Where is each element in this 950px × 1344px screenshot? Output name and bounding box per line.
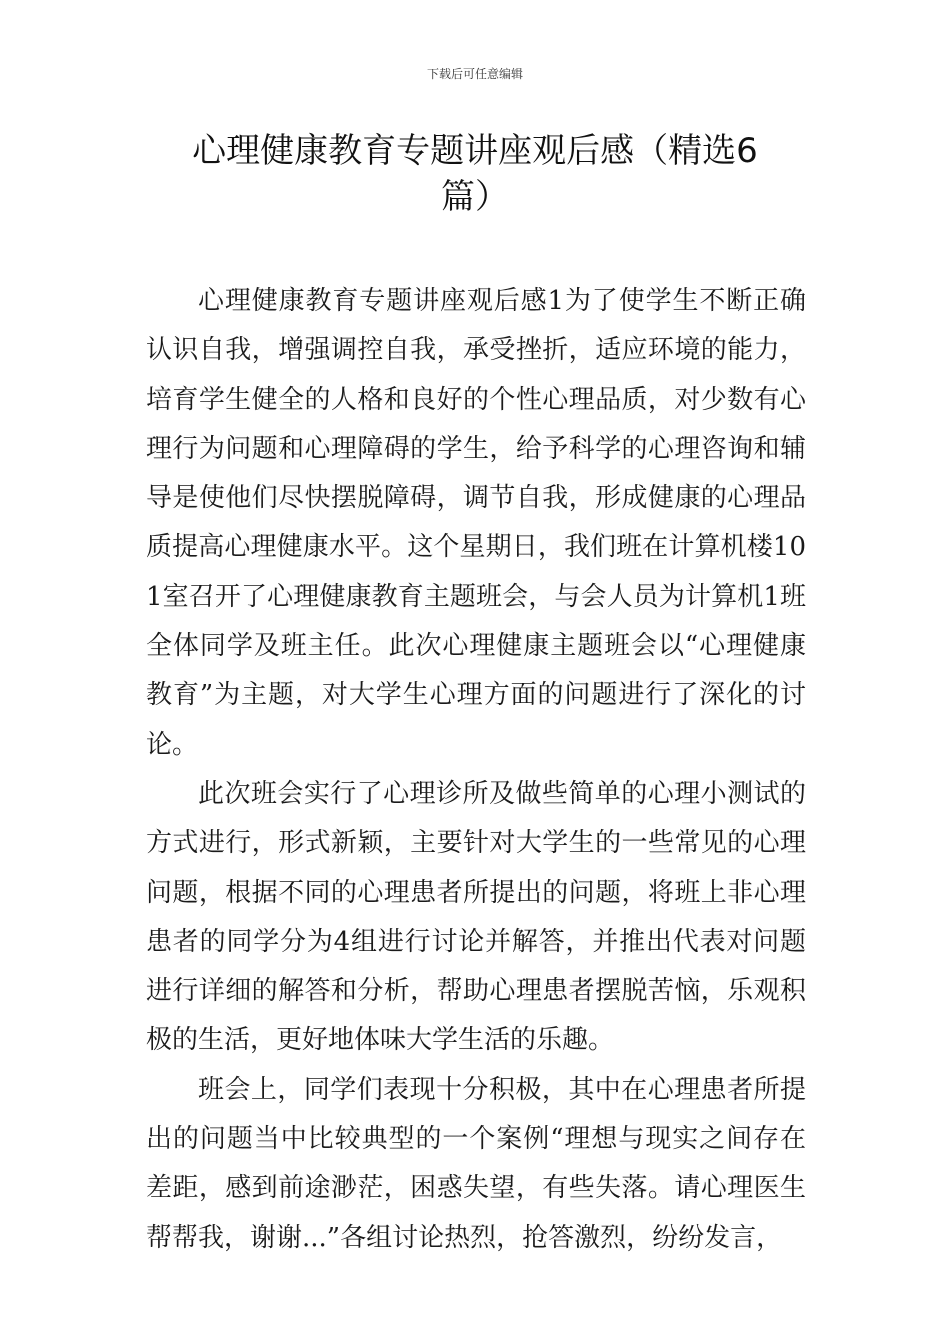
paragraph-1: 心理健康教育专题讲座观后感1为了使学生不断正确认识自我，增强调控自我，承受挫折，适应环境的能力，培育学生健全的人格和良好的个性心理品质，对少数有心理行为问题和心理障碍的学生，给予科学的心理咨询和辅导是使他们尽快摆脱障碍，调节自我，形成健康的心理品质提高心理健康水平。这个星期日，我们班在计算机楼101室召开了心理健康教育主题班会，与会人员为计算机1班全体同学及班主任。此次心理健康主题班会以“心理健康教育”为主题，对大学生心理方面的问题进行了深化的讨论。 <box>146 286 806 760</box>
paragraph-3: 班会上，同学们表现十分积极，其中在心理患者所提出的问题当中比较典型的一个案例“理想与现实之间存在差距，感到前途渺茫，困惑失望，有些失落。请心理医生帮帮我，谢谢...”各组讨论热烈，抢答激烈，纷纷发言， <box>146 1074 806 1253</box>
document-title: 心理健康教育专题讲座观后感（精选6篇） <box>192 131 758 217</box>
paragraph-2: 此次班会实行了心理诊所及做些简单的心理小测试的方式进行，形式新颖，主要针对大学生的一些常见的心理问题，根据不同的心理患者所提出的问题，将班上非心理患者的同学分为4组进行讨论并解答，并推出代表对问题进行详细的解答和分析，帮助心理患者摆脱苦恼，乐观积极的生活，更好地体味大学生活的乐趣。 <box>146 778 806 1056</box>
document-body <box>146 277 806 1263</box>
header-note: 下载后可任意编辑 <box>426 67 523 81</box>
